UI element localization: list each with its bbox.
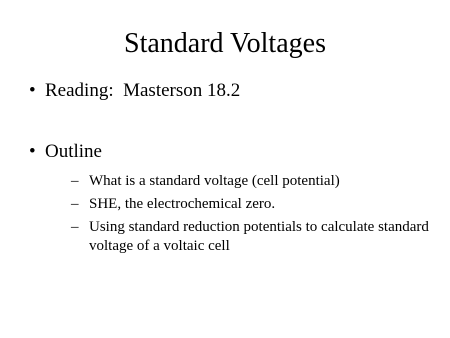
- sub-bullet-text: SHE, the electrochemical zero.: [89, 196, 276, 212]
- slide-title: Standard Voltages: [124, 28, 326, 59]
- bullet-text: Reading: Masterson 18.2: [45, 80, 241, 101]
- sub-bullet-marker: –: [71, 196, 79, 212]
- bullet-marker: •: [29, 141, 36, 162]
- sub-bullet-text: What is a standard voltage (cell potential): [89, 173, 340, 189]
- sub-bullet-text: Using standard reduction potentials to calculate standard voltage of a voltaic cell: [89, 219, 429, 254]
- bullet-marker: •: [29, 80, 36, 101]
- sub-bullet-marker: –: [71, 219, 79, 235]
- sub-bullet-marker: –: [71, 173, 79, 189]
- bullet-text: Outline: [45, 141, 102, 162]
